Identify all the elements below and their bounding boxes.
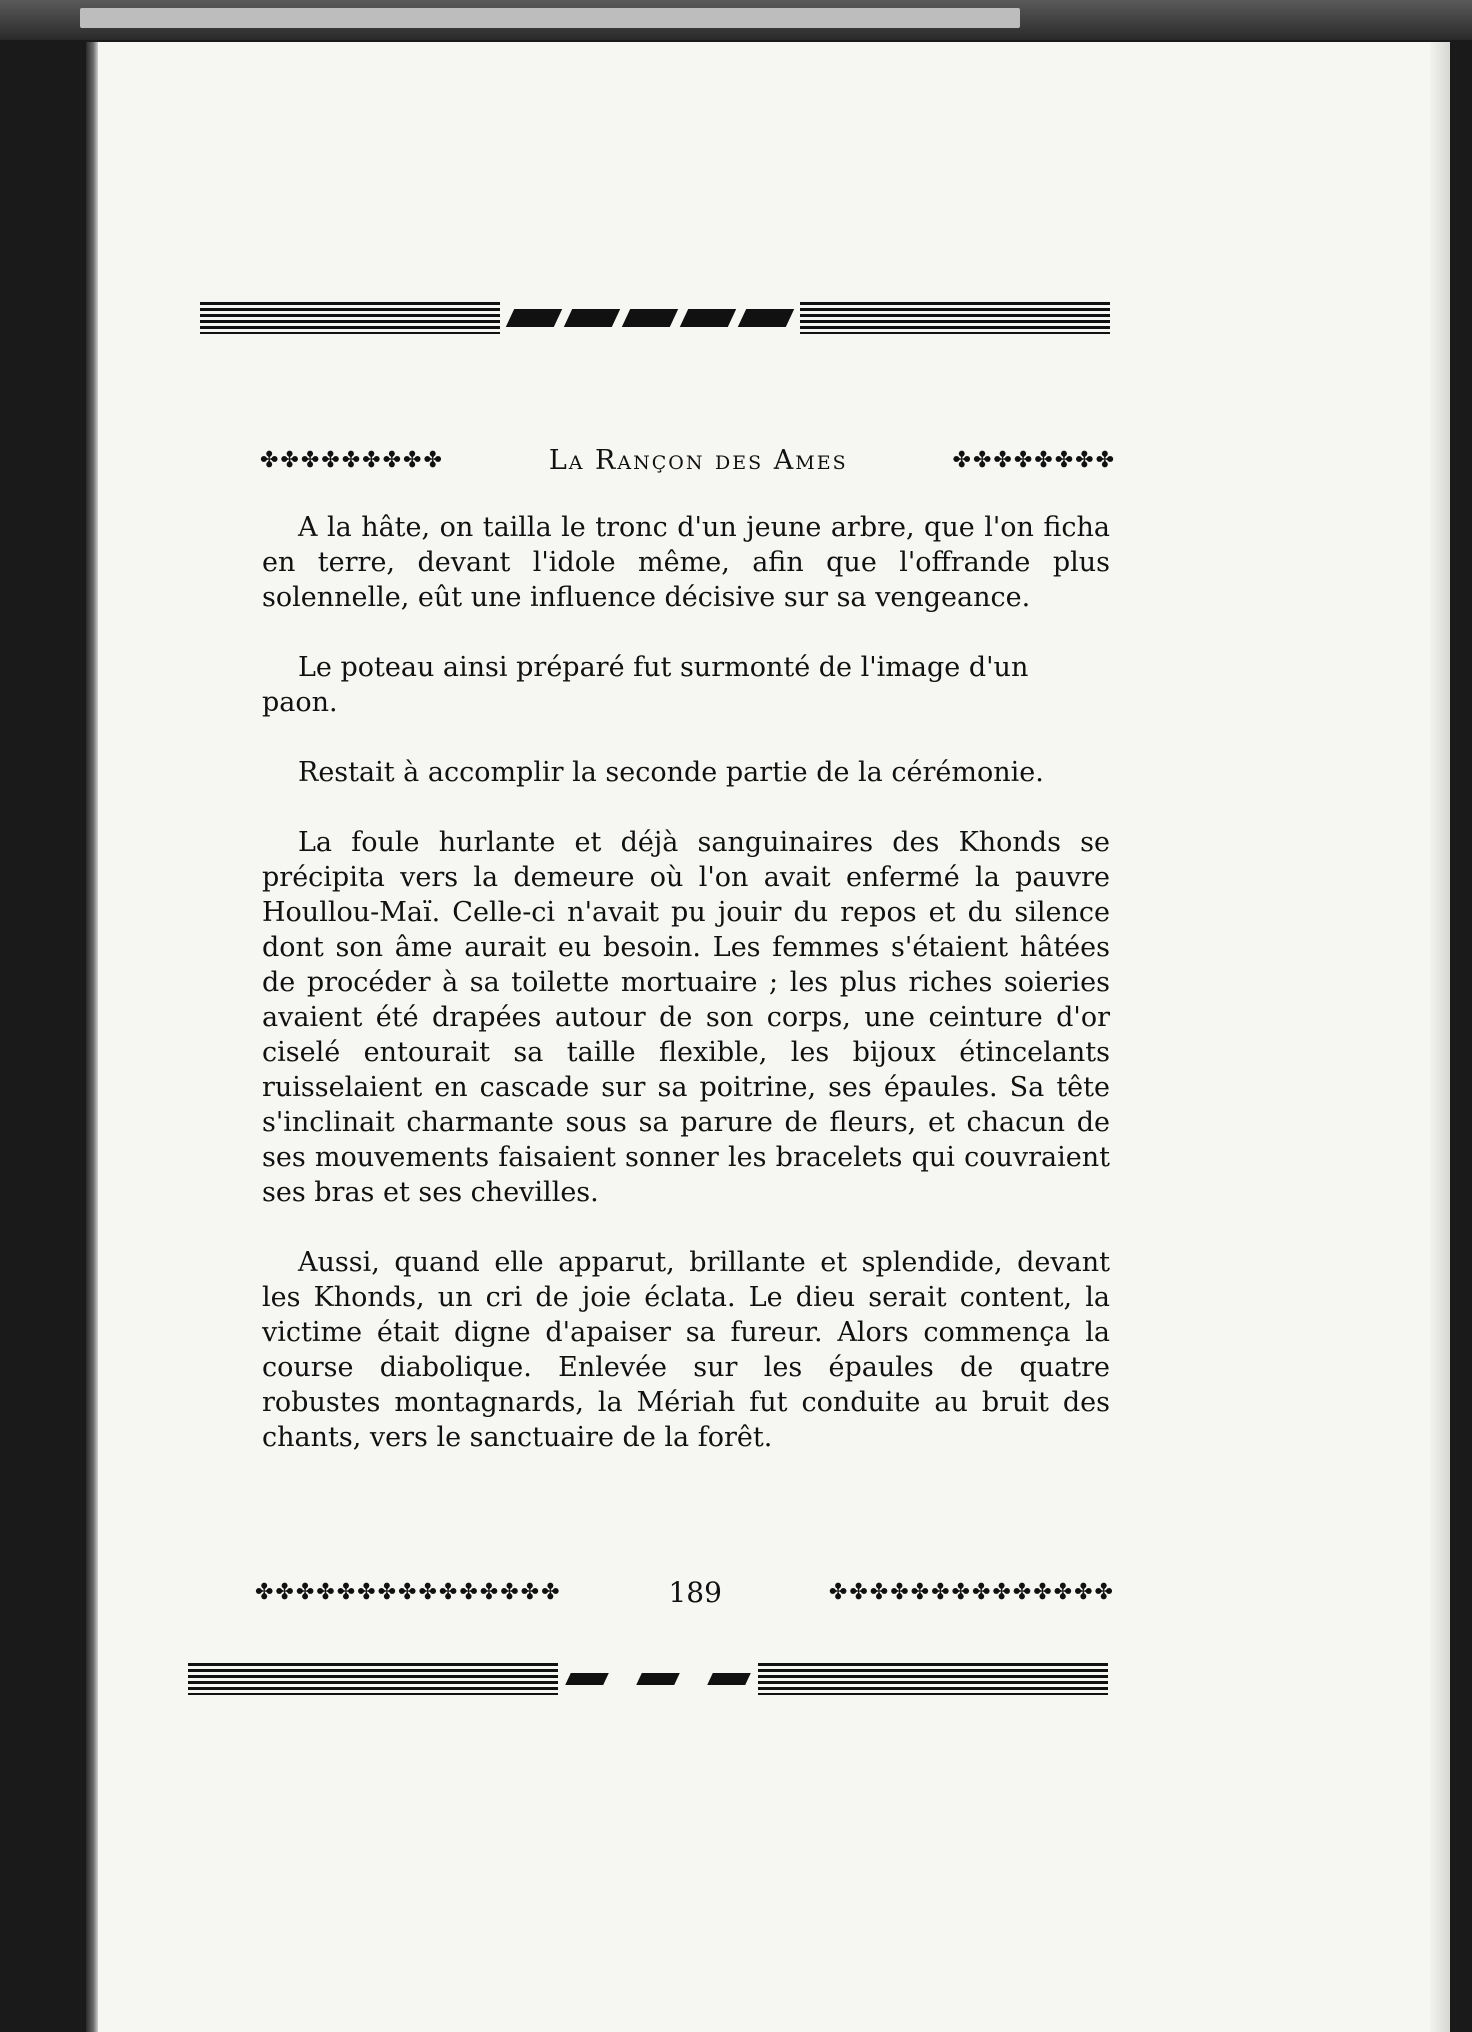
footer-ornament-right: ✤✤✤✤✤✤✤✤✤✤✤✤✤✤	[828, 1580, 1115, 1605]
scan-border-top	[0, 0, 1472, 40]
footer-ornament-left: ✤✤✤✤✤✤✤✤✤✤✤✤✤✤✤	[255, 1580, 562, 1605]
page-number: 189	[668, 1576, 722, 1609]
running-header	[260, 445, 1116, 476]
paragraph: Aussi, quand elle apparut, brillante et splendide, devant les Khonds, un cri de joie éclata. Le dieu serait content, la victime était digne d'apaiser sa fureur. Alors commença la course diabolique. Enlevée sur les épaules de quatre robustes montagnards, la Mériah fut conduite au bruit des chants, vers le sanctuaire de la forêt.	[262, 1247, 1110, 1453]
paragraph: La foule hurlante et déjà sanguinaires des Khonds se précipita vers la demeure où l'on avait enfermé la pauvre Houllou-Maï. Celle-ci n'avait pu jouir du repos et du silence dont son âme aurait eu besoin. Les femmes s'étaient hâtées de procéder à sa toilette mortuaire ; les plus riches soieries avaient été drapées autour de son corps, une ceinture d'or ciselé entourait sa taille flexible, les bijoux étincelants ruisselaient en cascade sur sa poitrine, ses épaules. Sa tête s'inclinait charmante sous sa parure de fleurs, et chacun de ses mouvements faisaient sonner les bracelets qui couvraient ses bras et ses chevilles.	[262, 827, 1110, 1208]
rule-ornament-dashes	[500, 296, 800, 340]
rule-ornament-dashes	[558, 1657, 758, 1701]
header-ornament-right: ✤✤✤✤✤✤✤✤	[952, 448, 1116, 473]
header-ornament-left: ✤✤✤✤✤✤✤✤✤	[260, 448, 444, 473]
page-gutter-edge	[86, 42, 98, 2032]
page-number-line	[255, 1576, 1115, 1609]
paragraph: Restait à accomplir la seconde partie de la cérémonie.	[298, 757, 1044, 788]
paragraph: A la hâte, on tailla le tronc d'un jeune arbre, que l'on ficha en terre, devant l'idole même, afin que l'offrande plus solennelle, eût une influence décisive sur sa vengeance.	[262, 512, 1110, 613]
running-header-title: La Rançon des Ames	[548, 445, 848, 476]
page-edge-shadow	[1430, 42, 1450, 2032]
paragraph: Le poteau ainsi préparé fut surmonté de l'image d'un paon.	[262, 652, 1029, 718]
top-ornamental-rule	[200, 296, 1110, 340]
page-body	[262, 510, 1110, 1490]
scan-border-strip	[80, 8, 1020, 28]
bottom-ornamental-rule	[188, 1657, 1108, 1701]
